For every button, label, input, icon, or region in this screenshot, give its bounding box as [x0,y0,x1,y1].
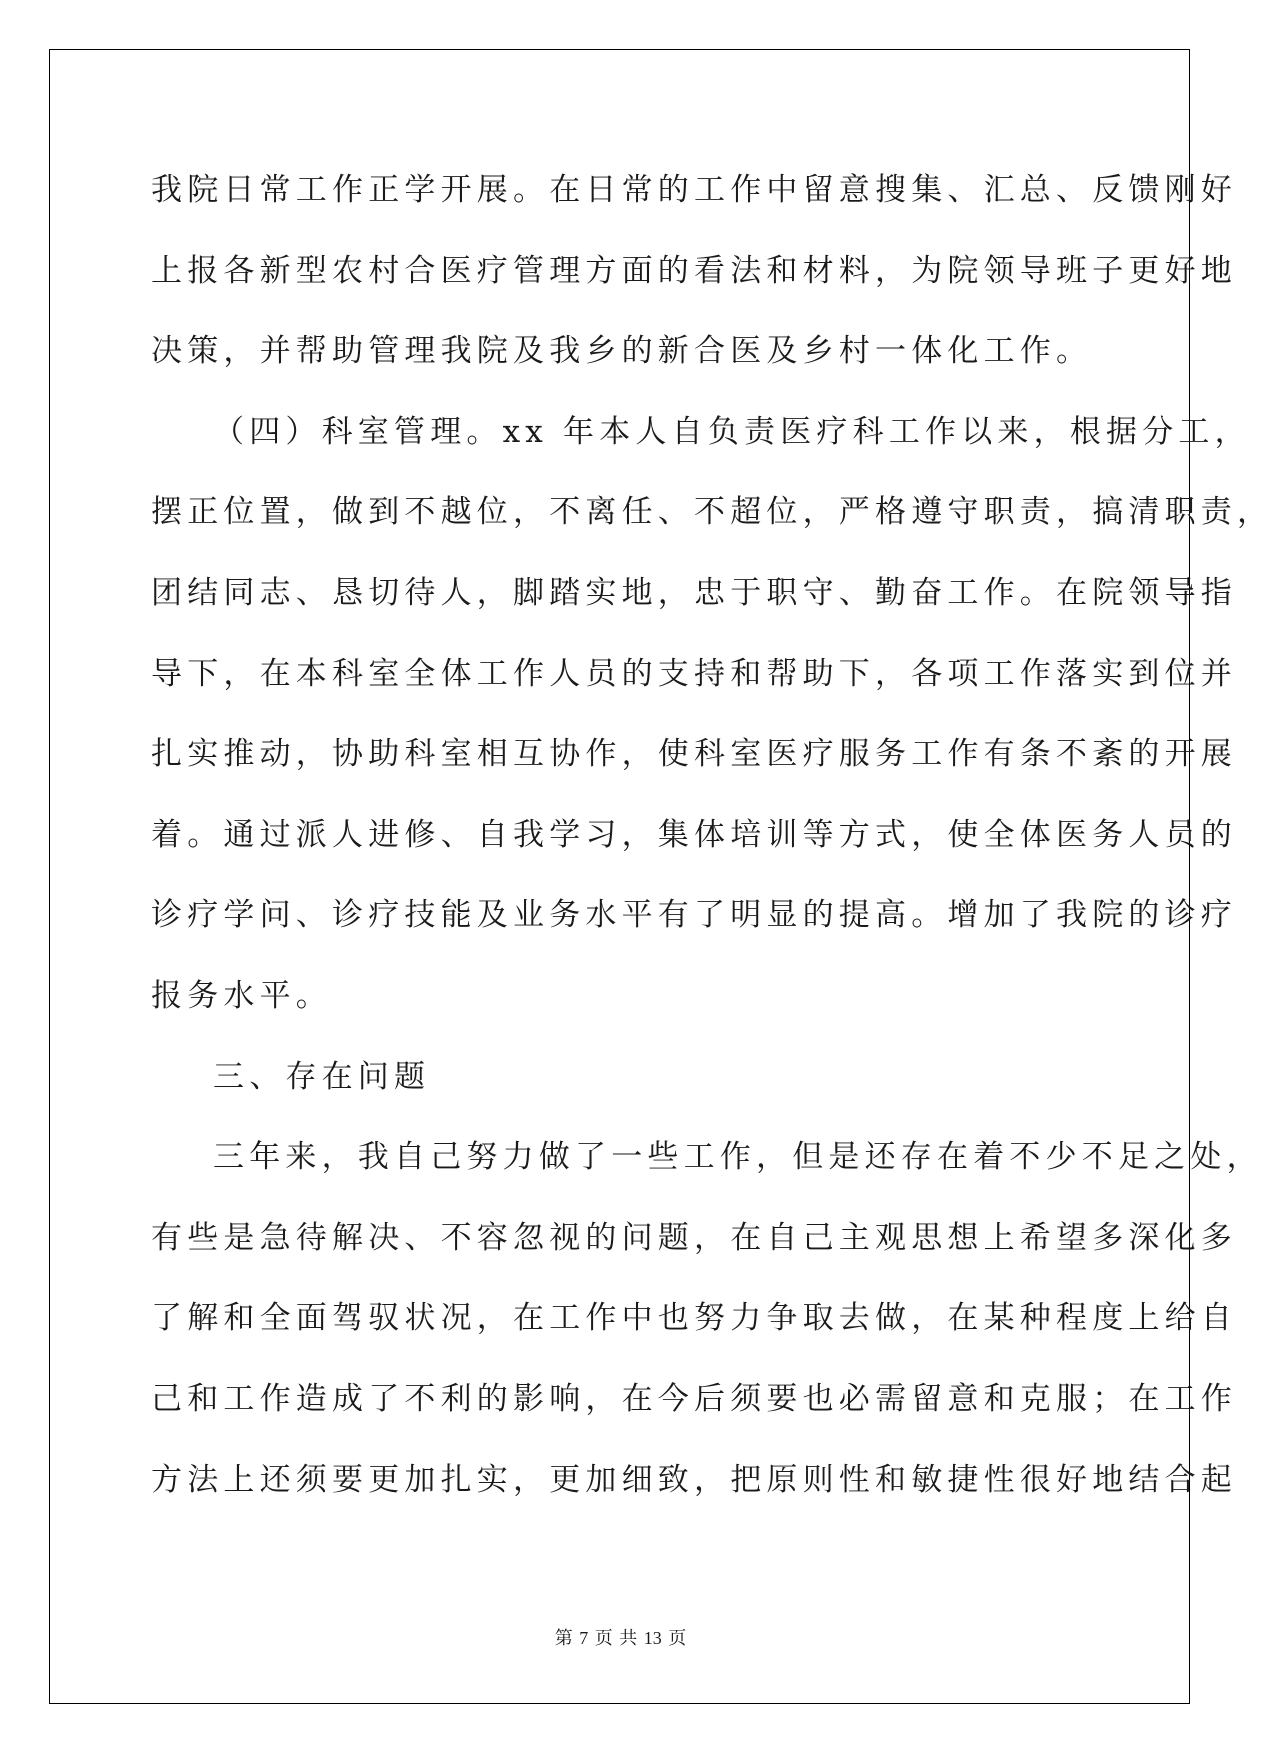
paragraph-first-line: 三年来，我自己努力做了一些工作，但是还存在着不少不足之处， [213,1139,1263,1176]
paragraph-first-line: （四）科室管理。xx 年本人自负责医疗科工作以来，根据分工， [213,413,1251,450]
page-number-footer: 第 7 页 共 13 页 [554,1628,687,1648]
document-body [151,164,1273,1534]
text-line: 着。通过派人进修、自我学习，集体培训等方式，使全体医务人员的 [151,816,1237,853]
text-line: 方法上还须要更加扎实，更加细致，把原则性和敏捷性很好地结合起 [151,1461,1237,1498]
text-line: 了解和全面驾驭状况，在工作中也努力争取去做，在某种程度上给自 [151,1300,1237,1337]
text-line: 诊疗学问、诊疗技能及业务水平有了明显的提高。增加了我院的诊疗 [151,897,1237,934]
text-line: 报务水平。 [151,977,332,1014]
text-line: 有些是急待解决、不容忽视的问题，在自己主观思想上希望多深化多 [151,1219,1237,1256]
section-heading: 三、存在问题 [213,1058,431,1095]
text-line: 决策，并帮助管理我院及我乡的新合医及乡村一体化工作。 [151,333,1093,370]
text-line: 摆正位置，做到不越位，不离任、不超位，严格遵守职责，搞清职责， [151,494,1273,531]
text-line: 己和工作造成了不利的影响，在今后须要也必需留意和克服；在工作 [151,1380,1237,1417]
text-line: 我院日常工作正学开展。在日常的工作中留意搜集、汇总、反馈刚好 [151,172,1237,208]
text-line: 扎实推动，协助科室相互协作，使科室医疗服务工作有条不紊的开展 [151,736,1237,773]
text-line: 上报各新型农村合医疗管理方面的看法和材料，为院领导班子更好地 [151,252,1237,289]
text-line: 导下，在本科室全体工作人员的支持和帮助下，各项工作落实到位并 [151,655,1237,692]
text-line: 团结同志、恳切待人，脚踏实地，忠于职守、勤奋工作。在院领导指 [151,574,1237,611]
